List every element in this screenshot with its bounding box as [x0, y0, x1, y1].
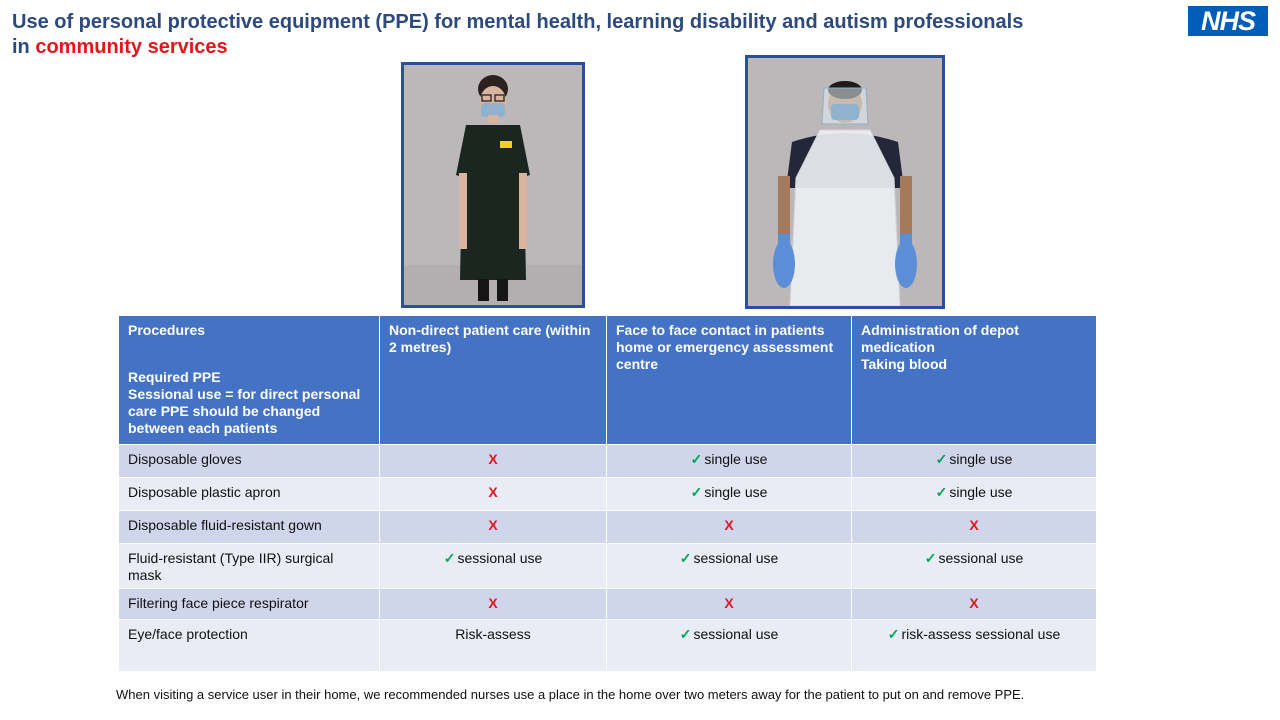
cell-col1	[380, 445, 607, 478]
cell-col3	[852, 478, 1097, 511]
cell-text: single use	[949, 451, 1013, 467]
footer-note: When visiting a service user in their home, we recommended nurses use a place in the home over two meters away for the patient to put on and remove PPE.	[116, 687, 1025, 702]
cell-col3	[852, 620, 1097, 672]
cross-mark: X	[488, 517, 498, 533]
row-item: Disposable plastic apron	[119, 478, 380, 511]
tick-icon: ✓	[443, 550, 456, 566]
cell-col1	[380, 544, 607, 589]
cell-col3	[852, 511, 1097, 544]
page-title	[12, 10, 1132, 60]
cell-text: single use	[704, 451, 768, 467]
cell-col3	[852, 589, 1097, 620]
header-procedures-label: Procedures	[128, 322, 206, 338]
cell-col3	[852, 544, 1097, 589]
cell-col3	[852, 445, 1097, 478]
cell-text: single use	[704, 484, 768, 500]
cross-mark: X	[724, 517, 734, 533]
tick-icon: ✓	[690, 451, 703, 467]
cross-mark: X	[969, 595, 979, 611]
header-col-non-direct: Non-direct patient care (within 2 metres)	[380, 316, 607, 445]
cell-col2	[607, 445, 852, 478]
tick-icon: ✓	[935, 451, 948, 467]
tick-icon: ✓	[690, 484, 703, 500]
cross-mark: X	[488, 595, 498, 611]
photo-mask-uniform	[401, 62, 585, 308]
tick-icon: ✓	[887, 626, 900, 642]
header-sessional-note: Sessional use = for direct personal care PPE should be changed between each patients	[128, 386, 361, 436]
row-item: Fluid-resistant (Type IIR) surgical mask	[119, 544, 380, 589]
tick-icon: ✓	[935, 484, 948, 500]
cell-col1	[380, 620, 607, 672]
cell-text: risk-assess sessional use	[901, 626, 1061, 642]
table-row	[119, 544, 1097, 589]
cell-text: Risk-assess	[455, 626, 531, 642]
cross-mark: X	[488, 484, 498, 500]
table-row	[119, 589, 1097, 620]
person-full-ppe-illustration	[748, 58, 942, 306]
cross-mark: X	[724, 595, 734, 611]
header-col-depot: Administration of depot medication	[861, 322, 1019, 355]
table-row	[119, 445, 1097, 478]
tick-icon: ✓	[679, 626, 692, 642]
row-item: Disposable gloves	[119, 445, 380, 478]
cell-col2	[607, 511, 852, 544]
title-line-2	[12, 35, 1132, 60]
title-line-1: Use of personal protective equipment (PPE) for mental health, learning disability and autism professionals	[12, 11, 1024, 33]
cell-text: sessional use	[693, 550, 779, 566]
tick-icon: ✓	[679, 550, 692, 566]
cross-mark: X	[969, 517, 979, 533]
row-item: Disposable fluid-resistant gown	[119, 511, 380, 544]
title-prefix: in	[12, 36, 36, 58]
ppe-table	[118, 315, 1097, 672]
table-row	[119, 620, 1097, 672]
title-highlight: community services	[35, 36, 228, 58]
cell-text: sessional use	[938, 550, 1024, 566]
table-row	[119, 511, 1097, 544]
tick-icon: ✓	[924, 550, 937, 566]
header-procedures	[119, 316, 380, 445]
cell-text: sessional use	[457, 550, 543, 566]
table-row	[119, 478, 1097, 511]
nhs-logo: NHS	[1188, 6, 1268, 36]
cell-col2	[607, 620, 852, 672]
cell-text: sessional use	[693, 626, 779, 642]
cell-col1	[380, 589, 607, 620]
header-required-ppe: Required PPE	[128, 369, 221, 385]
table-header-row	[119, 316, 1097, 445]
row-item: Filtering face piece respirator	[119, 589, 380, 620]
header-col-depot-blood	[852, 316, 1097, 445]
cross-mark: X	[488, 451, 498, 467]
header-col-face-to-face: Face to face contact in patients home or emergency assessment centre	[607, 316, 852, 445]
cell-col1	[380, 478, 607, 511]
header-col-blood: Taking blood	[861, 356, 948, 372]
photo-full-ppe	[745, 55, 945, 309]
cell-col2	[607, 544, 852, 589]
cell-text: single use	[949, 484, 1013, 500]
cell-col2	[607, 589, 852, 620]
cell-col2	[607, 478, 852, 511]
cell-col1	[380, 511, 607, 544]
row-item: Eye/face protection	[119, 620, 380, 672]
person-mask-illustration	[404, 65, 582, 305]
